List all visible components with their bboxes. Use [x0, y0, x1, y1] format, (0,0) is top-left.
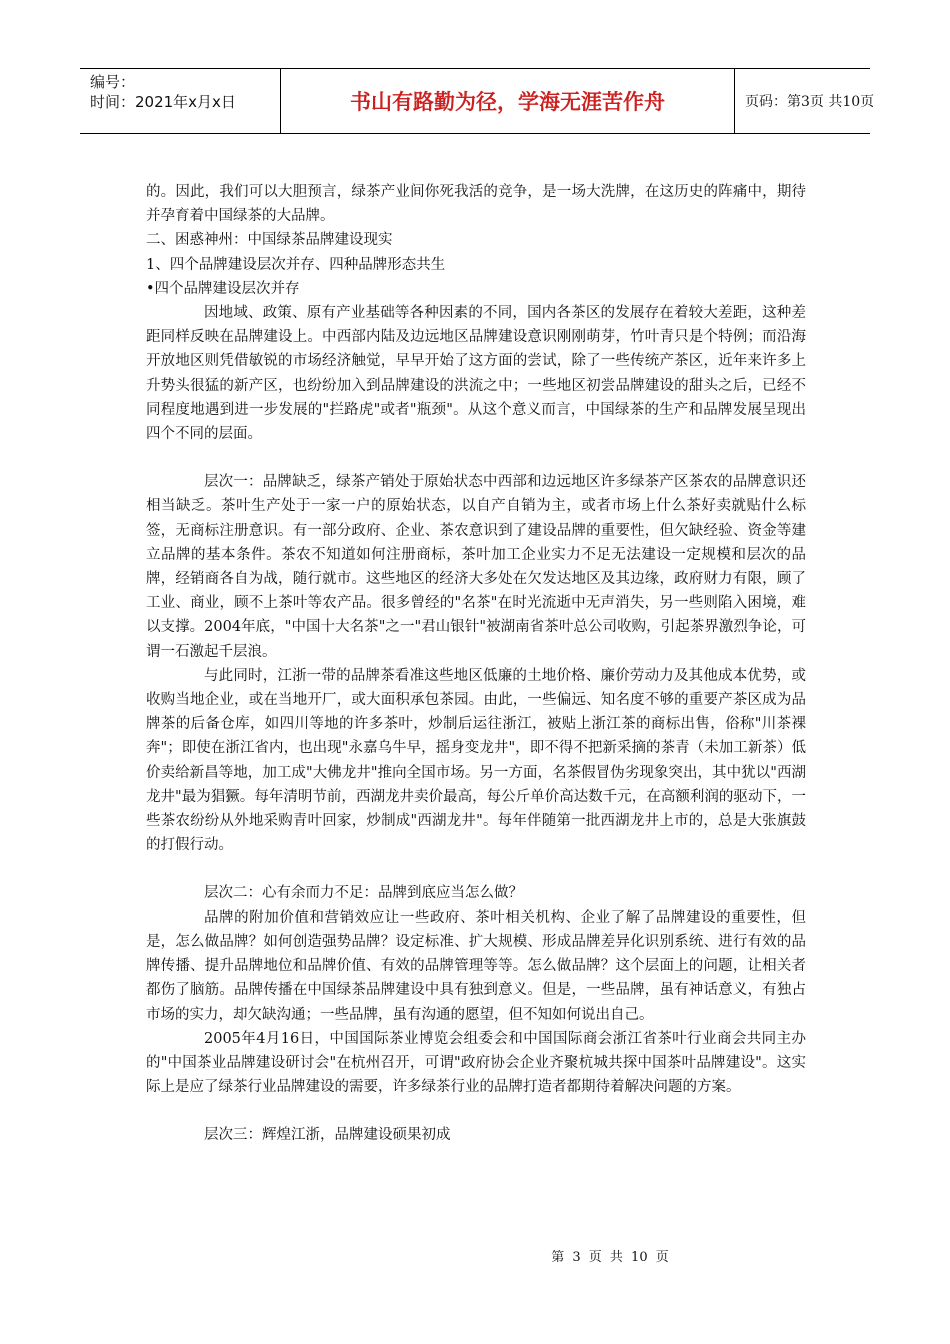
page-header — [80, 68, 875, 134]
document-body — [146, 180, 806, 1148]
paragraph: 层次三：辉煌江浙，品牌建设硕果初成 — [204, 1127, 451, 1144]
paragraph: 层次二：心有余而力不足：品牌到底应当怎么做？ — [204, 885, 523, 902]
header-motto: 书山有路勤为径，学海无涯苦作舟 — [281, 69, 735, 133]
subsection-heading: 1、四个品牌建设层次并存、四种品牌形态共生 — [146, 256, 446, 273]
document-number-label: 编号： — [90, 73, 136, 91]
document-time-label: 时间：2021年x月x日 — [90, 93, 236, 111]
paragraph: 与此同时，江浙一带的品牌茶看准这些地区低廉的土地价格、廉价劳动力及其他成本优势，或收购当地企业，或在当地开厂，或大面积承包茶园。由此，一些偏远、知名度不够的重要产茶区成为品牌茶的后备仓库，如四川等地的许多茶叶，炒制后运往浙江，被贴上浙江茶的商标出售，俗称"川茶裸奔"；即使在浙江省内，也出现"永嘉乌牛早，摇身变龙井"，即不得不把新采摘的茶青（未加工新茶）低价卖给新昌等地，加工成"大佛龙井"推向全国市场。另一方面，名茶假冒伪劣现象突出，其中犹以"西湖龙井"最为猖獗。每年清明节前，西湖龙井卖价最高，每公斤单价高达数千元，在高额利润的驱动下，一些茶农纷纷从外地采购青叶回家，炒制成"西湖龙井"。每年伴随第一批西湖龙井上市的，总是大张旗鼓的打假行动。 — [146, 667, 806, 854]
paragraph-gap — [146, 857, 806, 881]
paragraph: 2005年4月16日，中国国际茶业博览会组委会和中国国际商会浙江省茶叶行业商会共同主办的"中国茶业品牌建设研讨会"在杭州召开，可谓"政府协会企业齐聚杭城共探中国茶叶品牌建设"。这实际上是应了绿茶行业品牌建设的需要，许多绿茶行业的品牌打造者都期待着解决问题的方案。 — [146, 1030, 806, 1096]
header-meta-cell — [80, 69, 281, 133]
paragraph-gap — [146, 1099, 806, 1123]
paragraph: 层次一：品牌缺乏，绿茶产销处于原始状态中西部和边远地区许多绿茶产区茶农的品牌意识还相当缺乏。茶叶生产处于一家一户的原始状态，以自产自销为主，或者市场上什么茶好卖就贴什么标签，无商标注册意识。有一部分政府、企业、茶农意识到了建设品牌的重要性，但欠缺经验、资金等建立品牌的基本条件。茶农不知道如何注册商标，茶叶加工企业实力不足无法建设一定规模和层次的品牌，经销商各自为战，随行就市。这些地区的经济大多处在欠发达地区及其边缘，政府财力有限，顾了工业、商业，顾不上茶叶等农产品。很多曾经的"名茶"在时光流逝中无声消失，另一些则陷入困境，难以支撑。2004年底，"中国十大名茶"之一"君山银针"被湖南省茶叶总公司收购，引起茶界激烈争论，可谓一石激起千层浪。 — [146, 474, 806, 660]
section-heading: 二、困惑神州：中国绿茶品牌建设现实 — [146, 232, 393, 249]
bullet-heading: •四个品牌建设层次并存 — [146, 280, 300, 297]
paragraph: 品牌的附加价值和营销效应让一些政府、茶叶相关机构、企业了解了品牌建设的重要性，但是，怎么做品牌？如何创造强势品牌？设定标准、扩大规模、形成品牌差异化识别系统、进行有效的品牌传播、提升品牌地位和品牌价值、有效的品牌管理等等。怎么做品牌？这个层面上的问题，让相关者都伤了脑筋。品牌传播在中国绿茶品牌建设中具有独到意义。但是，一些品牌，虽有神话意义，有独占市场的实力，却欠缺沟通；一些品牌，虽有沟通的愿望，但不知如何说出自己。 — [146, 909, 806, 1023]
paragraph: 的。因此，我们可以大胆预言，绿茶产业间你死我活的竞争，是一场大洗牌，在这历史的阵痛中，期待并孕育着中国绿茶的大品牌。 — [146, 184, 806, 225]
paragraph-gap — [146, 446, 806, 470]
paragraph: 因地域、政策、原有产业基础等各种因素的不同，国内各茶区的发展存在着较大差距，这种差距同样反映在品牌建设上。中西部内陆及边远地区品牌建设意识刚刚萌芽，竹叶青只是个特例；而沿海开放地区则凭借敏锐的市场经济触觉，早早开始了这方面的尝试，除了一些传统产茶区，近年来许多上升势头很猛的新产区，也纷纷加入到品牌建设的洪流之中；一些地区初尝品牌建设的甜头之后，已经不同程度地遇到进一步发展的"拦路虎"或者"瓶颈"。从这个意义而言，中国绿茶的生产和品牌发展呈现出四个不同的层面。 — [146, 305, 806, 443]
page-footer: 第 3 页 共 10 页 — [551, 1250, 669, 1265]
header-page-number: 页码：第3页 共10页 — [745, 94, 875, 110]
